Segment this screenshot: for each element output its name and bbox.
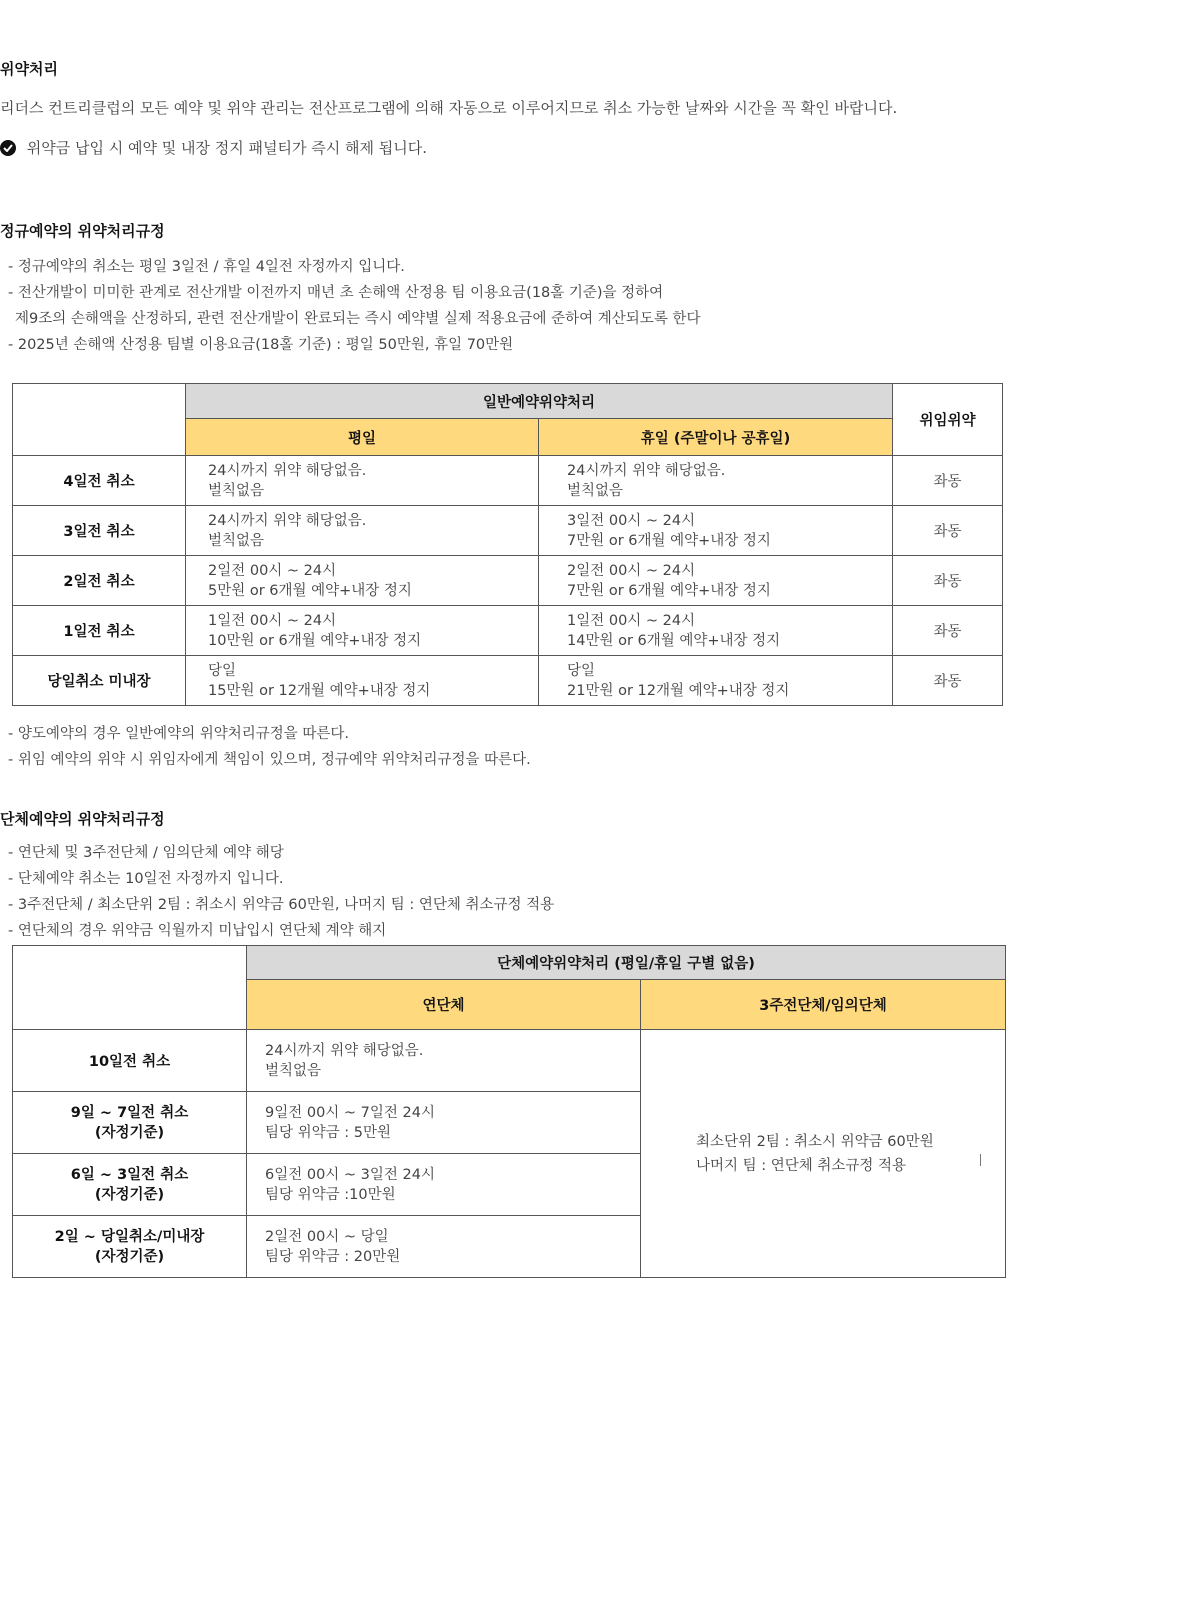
row-header-line: (자정기준) xyxy=(94,1124,165,1141)
table-row xyxy=(13,506,1003,556)
cell-line: 14만원 or 6개월 예약+내장 정지 xyxy=(567,632,781,649)
cell-line: 당일 xyxy=(567,662,596,679)
cell-line: 벌칙없음 xyxy=(265,1062,322,1079)
row-header: 당일취소 미내장 xyxy=(13,656,186,706)
holiday-cell xyxy=(539,656,893,706)
regular-note-line: - 양도예약의 경우 일반예약의 위약처리규정을 따른다. xyxy=(8,726,350,742)
group-penalty-table xyxy=(12,945,1006,1278)
table-row xyxy=(13,556,1003,606)
section-title-penalty: 위약처리 xyxy=(0,60,58,78)
row-header xyxy=(13,1092,247,1154)
cell-line: 5만원 or 6개월 예약+내장 정지 xyxy=(208,582,412,599)
penalty-note xyxy=(0,137,427,158)
holiday-cell xyxy=(539,606,893,656)
penalty-description: 리더스 컨트리클럽의 모든 예약 및 위약 관리는 전산프로그램에 의해 자동으로 이루어지므로 취소 가능한 날짜와 시간을 꼭 확인 바랍니다. xyxy=(0,99,898,117)
penalty-note-text: 위약금 납입 시 예약 및 내장 정지 패널티가 즉시 해제 됩니다. xyxy=(26,139,427,157)
proxy-cell: 좌동 xyxy=(893,606,1003,656)
cell-line: 1일전 00시 ~ 24시 xyxy=(567,612,696,629)
cell-line: 24시까지 위약 해당없음. xyxy=(567,462,726,479)
cell-line: 당일 xyxy=(208,662,237,679)
weekday-cell xyxy=(186,656,539,706)
row-header: 2일전 취소 xyxy=(13,556,186,606)
cell-line: 2일전 00시 ~ 24시 xyxy=(567,562,696,579)
cell-line: 10만원 or 6개월 예약+내장 정지 xyxy=(208,632,422,649)
weekday-cell xyxy=(186,606,539,656)
row-header xyxy=(13,1154,247,1216)
weekday-cell xyxy=(186,556,539,606)
annual-cell xyxy=(247,1030,641,1092)
proxy-cell: 좌동 xyxy=(893,656,1003,706)
cell-line: 팀당 위약금 :10만원 xyxy=(265,1186,396,1203)
group-rule-line: - 3주전단체 / 최소단위 2팀 : 취소시 위약금 60만원, 나머지 팀 : 연단체 취소규정 적용 xyxy=(8,897,555,913)
regular-rules-list xyxy=(8,254,700,358)
row-header: 4일전 취소 xyxy=(13,456,186,506)
cell-line: 벌칙없음 xyxy=(567,482,624,499)
cell-line: 2일전 00시 ~ 당일 xyxy=(265,1228,389,1245)
row-header-line: 9일 ~ 7일전 취소 xyxy=(70,1104,189,1121)
other-group-line: 최소단위 2팀 : 취소시 위약금 60만원 xyxy=(696,1133,934,1150)
group-rule-line: - 단체예약 취소는 10일전 자정까지 입니다. xyxy=(8,871,284,887)
annual-cell xyxy=(247,1154,641,1216)
cell-line: 24시까지 위약 해당없음. xyxy=(265,1042,424,1059)
regular-note-line: - 위임 예약의 위약 시 위임자에게 책임이 있으며, 정규예약 위약처리규정을 따른다. xyxy=(8,752,531,768)
group-rules-list xyxy=(8,840,554,944)
cell-line: 7만원 or 6개월 예약+내장 정지 xyxy=(567,582,771,599)
table-corner-cell xyxy=(13,946,247,1030)
table-corner-cell xyxy=(13,384,186,456)
row-header: 3일전 취소 xyxy=(13,506,186,556)
table-row xyxy=(13,656,1003,706)
group-group-header: 단체예약위약처리 (평일/휴일 구별 없음) xyxy=(247,946,1006,980)
regular-rule-line: - 2025년 손해액 산정용 팀별 이용요금(18홀 기준) : 평일 50만원, 휴일 70만원 xyxy=(8,337,514,353)
col-header-holiday: 휴일 (주말이나 공휴일) xyxy=(539,419,893,456)
text-cursor-icon xyxy=(980,1154,981,1166)
table-row xyxy=(13,606,1003,656)
section-title-regular: 정규예약의 위약처리규정 xyxy=(0,222,165,240)
other-group-line: 나머지 팀 : 연단체 취소규정 적용 xyxy=(696,1157,907,1174)
table-row xyxy=(13,1030,1006,1092)
cell-line: 팀당 위약금 : 5만원 xyxy=(265,1124,391,1141)
weekday-cell xyxy=(186,506,539,556)
row-header-line: 10일전 취소 xyxy=(88,1054,171,1070)
cell-line: 2일전 00시 ~ 24시 xyxy=(208,562,337,579)
cell-line: 15만원 or 12개월 예약+내장 정지 xyxy=(208,682,431,699)
row-header xyxy=(13,1030,247,1092)
regular-notes-list xyxy=(8,721,531,773)
group-rule-line: - 연단체의 경우 위약금 익월까지 미납입시 연단체 계약 해지 xyxy=(8,923,387,939)
regular-rule-line: - 전산개발이 미미한 관계로 전산개발 이전까지 매년 초 손해액 산정용 팀 이용요금(18홀 기준)을 정하여 xyxy=(8,285,664,301)
row-header-line: 2일 ~ 당일취소/미내장 xyxy=(54,1228,205,1245)
cell-line: 7만원 or 6개월 예약+내장 정지 xyxy=(567,532,771,549)
col-header-annual: 연단체 xyxy=(247,980,641,1030)
cell-line: 벌칙없음 xyxy=(208,482,265,499)
row-header-line: (자정기준) xyxy=(94,1186,165,1203)
annual-cell xyxy=(247,1092,641,1154)
regular-rule-line: 제9조의 손해액을 산정하되, 관련 전산개발이 완료되는 즉시 예약별 실제 적용요금에 준하여 계산되도록 한다 xyxy=(15,311,701,327)
row-header: 1일전 취소 xyxy=(13,606,186,656)
regular-group-header: 일반예약위약처리 xyxy=(186,384,893,419)
holiday-cell xyxy=(539,556,893,606)
cell-line: 벌칙없음 xyxy=(208,532,265,549)
regular-rule-line: - 정규예약의 취소는 평일 3일전 / 휴일 4일전 자정까지 입니다. xyxy=(8,259,405,275)
check-circle-icon xyxy=(0,140,16,156)
section-title-group: 단체예약의 위약처리규정 xyxy=(0,810,165,828)
proxy-cell: 좌동 xyxy=(893,506,1003,556)
weekday-cell xyxy=(186,456,539,506)
cell-line: 24시까지 위약 해당없음. xyxy=(208,462,367,479)
holiday-cell xyxy=(539,506,893,556)
regular-penalty-table xyxy=(12,383,1003,706)
cell-line: 24시까지 위약 해당없음. xyxy=(208,512,367,529)
col-header-weekday: 평일 xyxy=(186,419,539,456)
row-header xyxy=(13,1216,247,1278)
cell-line: 21만원 or 12개월 예약+내장 정지 xyxy=(567,682,790,699)
cell-line: 1일전 00시 ~ 24시 xyxy=(208,612,337,629)
cell-line: 6일전 00시 ~ 3일전 24시 xyxy=(265,1166,435,1183)
other-group-cell xyxy=(641,1030,1006,1278)
annual-cell xyxy=(247,1216,641,1278)
row-header-line: (자정기준) xyxy=(94,1248,165,1265)
cell-line: 팀당 위약금 : 20만원 xyxy=(265,1248,401,1265)
proxy-cell: 좌동 xyxy=(893,556,1003,606)
row-header-line: 6일 ~ 3일전 취소 xyxy=(70,1166,189,1183)
col-header-other: 3주전단체/임의단체 xyxy=(641,980,1006,1030)
proxy-cell: 좌동 xyxy=(893,456,1003,506)
holiday-cell xyxy=(539,456,893,506)
table-row xyxy=(13,456,1003,506)
cell-line: 3일전 00시 ~ 24시 xyxy=(567,512,696,529)
group-rule-line: - 연단체 및 3주전단체 / 임의단체 예약 해당 xyxy=(8,845,284,861)
cell-line: 9일전 00시 ~ 7일전 24시 xyxy=(265,1104,435,1121)
col-header-proxy: 위임위약 xyxy=(893,384,1003,456)
